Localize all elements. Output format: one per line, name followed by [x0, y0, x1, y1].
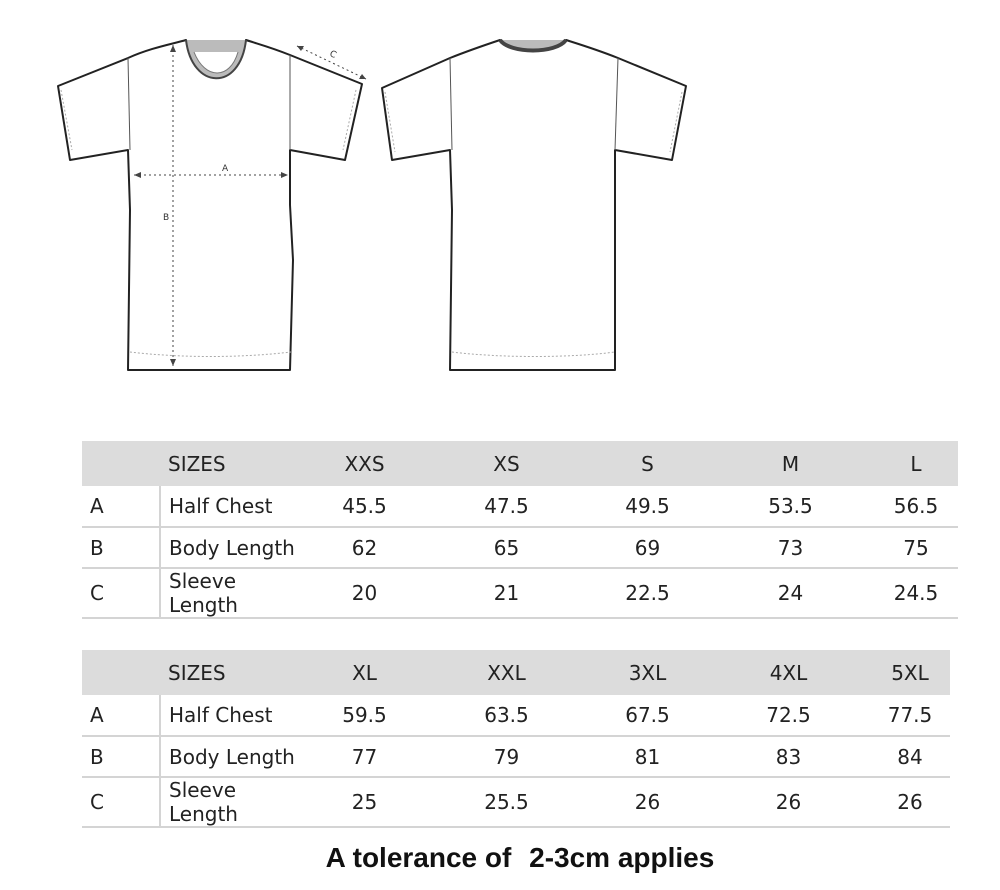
table-cell: 59.5: [304, 695, 425, 736]
measure-c-label: C: [327, 49, 338, 61]
table-cell: 73: [707, 527, 874, 568]
table-cell: 25.5: [425, 777, 588, 827]
table-cell: 69: [588, 527, 707, 568]
table-cell: 75: [874, 527, 958, 568]
table-cell: 47.5: [425, 486, 588, 527]
row-code: B: [82, 527, 160, 568]
header-size: XXL: [487, 660, 526, 685]
header-size: M: [781, 451, 800, 476]
tshirt-front: [58, 40, 362, 370]
size-table-2: [82, 650, 950, 828]
row-label: Body Length: [160, 527, 304, 568]
table-cell: 26: [870, 777, 950, 827]
measure-a-label: A: [222, 164, 229, 174]
table-cell: 67.5: [588, 695, 707, 736]
tolerance-note: [0, 842, 1000, 874]
table-cell: 26: [588, 777, 707, 827]
row-label: Sleeve Length: [160, 777, 304, 827]
header-size: S: [641, 451, 654, 476]
row-code: A: [82, 695, 160, 736]
row-code: C: [82, 777, 160, 827]
row-label: Half Chest: [160, 486, 304, 527]
row-label: Sleeve Length: [160, 568, 304, 618]
table-cell: 62: [304, 527, 425, 568]
table-row: [82, 695, 950, 736]
table-row: [82, 527, 958, 568]
table-cell: 83: [707, 736, 870, 777]
header-size: 5XL: [891, 660, 929, 685]
table-cell: 26: [707, 777, 870, 827]
header-size: XL: [352, 660, 377, 685]
header-code-cell: [82, 441, 160, 486]
table-header-row: [82, 650, 950, 695]
table-cell: 56.5: [874, 486, 958, 527]
header-label: SIZES: [168, 660, 226, 685]
table-cell: 53.5: [707, 486, 874, 527]
header-size: 3XL: [628, 660, 667, 685]
table-header-row: [82, 441, 958, 486]
table-cell: 45.5: [304, 486, 425, 527]
table-cell: 22.5: [588, 568, 707, 618]
row-label: Half Chest: [160, 695, 304, 736]
table-cell: 25: [304, 777, 425, 827]
table-cell: 20: [304, 568, 425, 618]
row-code: A: [82, 486, 160, 527]
row-label: Body Length: [160, 736, 304, 777]
tolerance-note-part1: A tolerance of: [325, 842, 512, 873]
header-size: 4XL: [769, 660, 808, 685]
table-row: [82, 568, 958, 618]
table-cell: 79: [425, 736, 588, 777]
measure-b-label: B: [163, 213, 170, 223]
table-cell: 77: [304, 736, 425, 777]
table-cell: 24.5: [874, 568, 958, 618]
tshirt-diagram: [40, 30, 720, 390]
table-cell: 24: [707, 568, 874, 618]
table-cell: 77.5: [870, 695, 950, 736]
header-size: XXS: [344, 451, 385, 476]
table-cell: 63.5: [425, 695, 588, 736]
table-cell: 72.5: [707, 695, 870, 736]
table-cell: 84: [870, 736, 950, 777]
header-size: XS: [493, 451, 520, 476]
tolerance-note-part2: 2-3cm applies: [529, 842, 715, 873]
table-row: [82, 486, 958, 527]
row-code: B: [82, 736, 160, 777]
header-code-cell: [82, 650, 160, 695]
tshirt-back: [382, 40, 686, 370]
table-cell: 65: [425, 527, 588, 568]
table-cell: 81: [588, 736, 707, 777]
table-row: [82, 777, 950, 827]
header-size: L: [910, 451, 922, 476]
table-cell: 49.5: [588, 486, 707, 527]
size-table-1: [82, 441, 958, 619]
row-code: C: [82, 568, 160, 618]
table-row: [82, 736, 950, 777]
header-label: SIZES: [168, 451, 226, 476]
table-cell: 21: [425, 568, 588, 618]
